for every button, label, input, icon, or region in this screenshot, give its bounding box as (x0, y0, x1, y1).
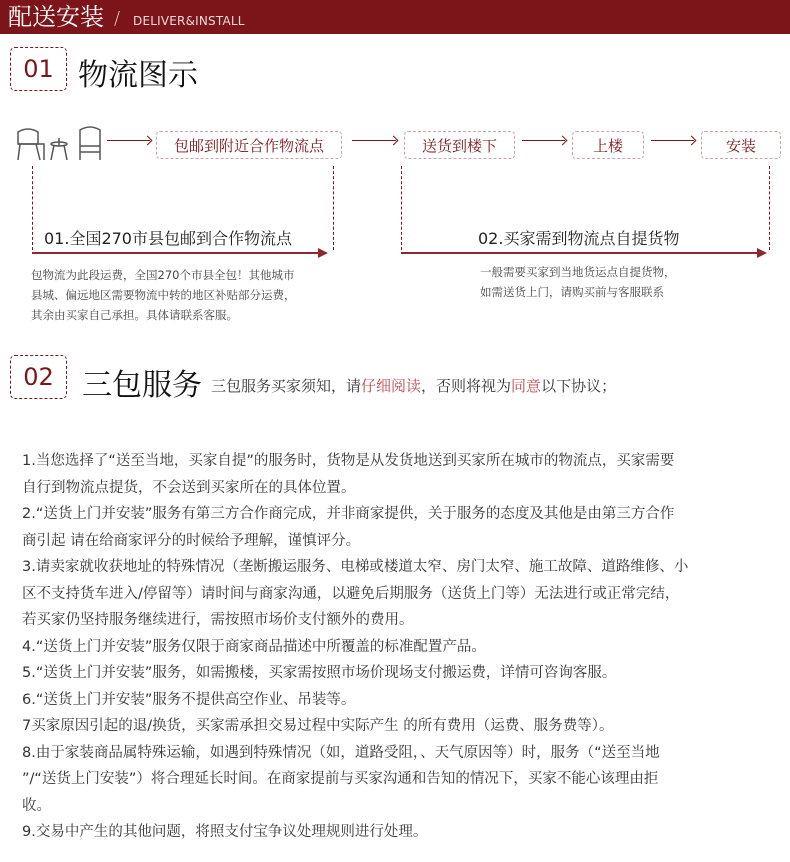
route1-arrow (32, 252, 322, 254)
header-subtitle: DELIVER&INSTALL (133, 14, 245, 28)
step-box: 包邮到附近合作物流点 (156, 131, 342, 159)
terms-line: 8.由于家装商品属特殊运输，如遇到特殊情况（如，道路受阻，、天气原因等）时，服务（“送至当地 (22, 744, 660, 761)
dashed-divider (32, 166, 33, 250)
step-box: 上楼 (572, 131, 644, 159)
dashed-divider (401, 166, 402, 250)
terms-line: 商引起 请在给商家评分的时候给予理解，谨慎评分。 (22, 532, 361, 549)
terms-line: 4.“送货上门并安装”服务仅限于商家商品描述中所覆盖的标准配置产品。 (22, 638, 486, 655)
dashed-divider (769, 166, 770, 250)
header-slash: / (114, 8, 121, 29)
flow-arrow (522, 140, 565, 141)
terms-line: 7买家原因引起的退/换货，买家需承担交易过程中实际产生 的所有费用（运费、服务费等）。 (22, 718, 614, 734)
route2-desc: 一般需要买家到当地货运点自提货物， 如需送货上门，请购买前与客服联系 (480, 265, 676, 299)
terms-line: 收。 (22, 797, 51, 814)
section-title-warranty: 三包服务 (82, 368, 202, 403)
route1-label: 01.全国270市县包邮到合作物流点 (44, 229, 292, 248)
step-box: 安装 (701, 131, 781, 159)
section-number-01: 01 (10, 47, 67, 91)
route2-arrow (401, 252, 761, 254)
terms-line: 若买家仍坚持服务继续进行，需按照市场价支付额外的费用。 (22, 612, 414, 628)
terms-line: 2.“送货上门并安装”服务有第三方合作商完成，并非商家提供，关于服务的态度及其他是由第三方合作 (22, 506, 675, 522)
route2-label: 02.买家需到物流点自提货物 (478, 229, 680, 248)
terms-line: 5.“送货上门并安装”服务，如需搬楼，买家需按照市场价现场支付搬运费，详情可咨询客服。 (22, 665, 617, 681)
terms-line: 9.交易中产生的其他问题，将照支付宝争议处理规则进行处理。 (22, 824, 428, 840)
flow-arrow (352, 140, 396, 141)
flow-arrow (651, 140, 694, 141)
section-title-logistics: 物流图示 (78, 58, 198, 93)
dashed-divider (333, 166, 334, 250)
terms-list (22, 448, 688, 846)
terms-line: 自行到物流点提货，不会送到买家所在的具体位置。 (22, 479, 356, 496)
step-box: 送货到楼下 (404, 131, 515, 159)
terms-line: 区不支持货车进入/停留等）请时间与商家沟通，以避免后期服务（送货上门等）无法进行或正常完结， (22, 585, 680, 602)
terms-line: 3.请卖家就收获地址的特殊情况（垄断搬运服务、电梯或楼道太窄、房门太窄、施工故障、道路维修、小 (22, 559, 689, 575)
furniture-icon (14, 124, 104, 162)
warranty-notice: 三包服务买家须知，请仔细阅读，否则将视为同意以下协议； (211, 377, 617, 395)
terms-line: 6.“送货上门并安装”服务不提供高空作业、吊装等。 (22, 691, 356, 708)
route1-desc: 包物流为此段运费，全国270个市县全包！其他城市 县城、偏远地区需要物流中转的地区补贴部分运费， 其余由买家自己承担。具体请联系客服。 (31, 268, 296, 322)
terms-line: 1.当您选择了“送至当地，买家自提”的服务时，货物是从发货地送到买家所在城市的物流点，买家需要 (22, 453, 675, 469)
section-number-02: 02 (10, 355, 67, 399)
header-title: 配送安装 (8, 3, 104, 31)
flow-arrow (107, 140, 150, 141)
terms-line: ”/“送货上门安装”）将合理延长时间。在商家提前与买家沟通和告知的情况下，买家不能心该理由拒 (22, 771, 659, 787)
